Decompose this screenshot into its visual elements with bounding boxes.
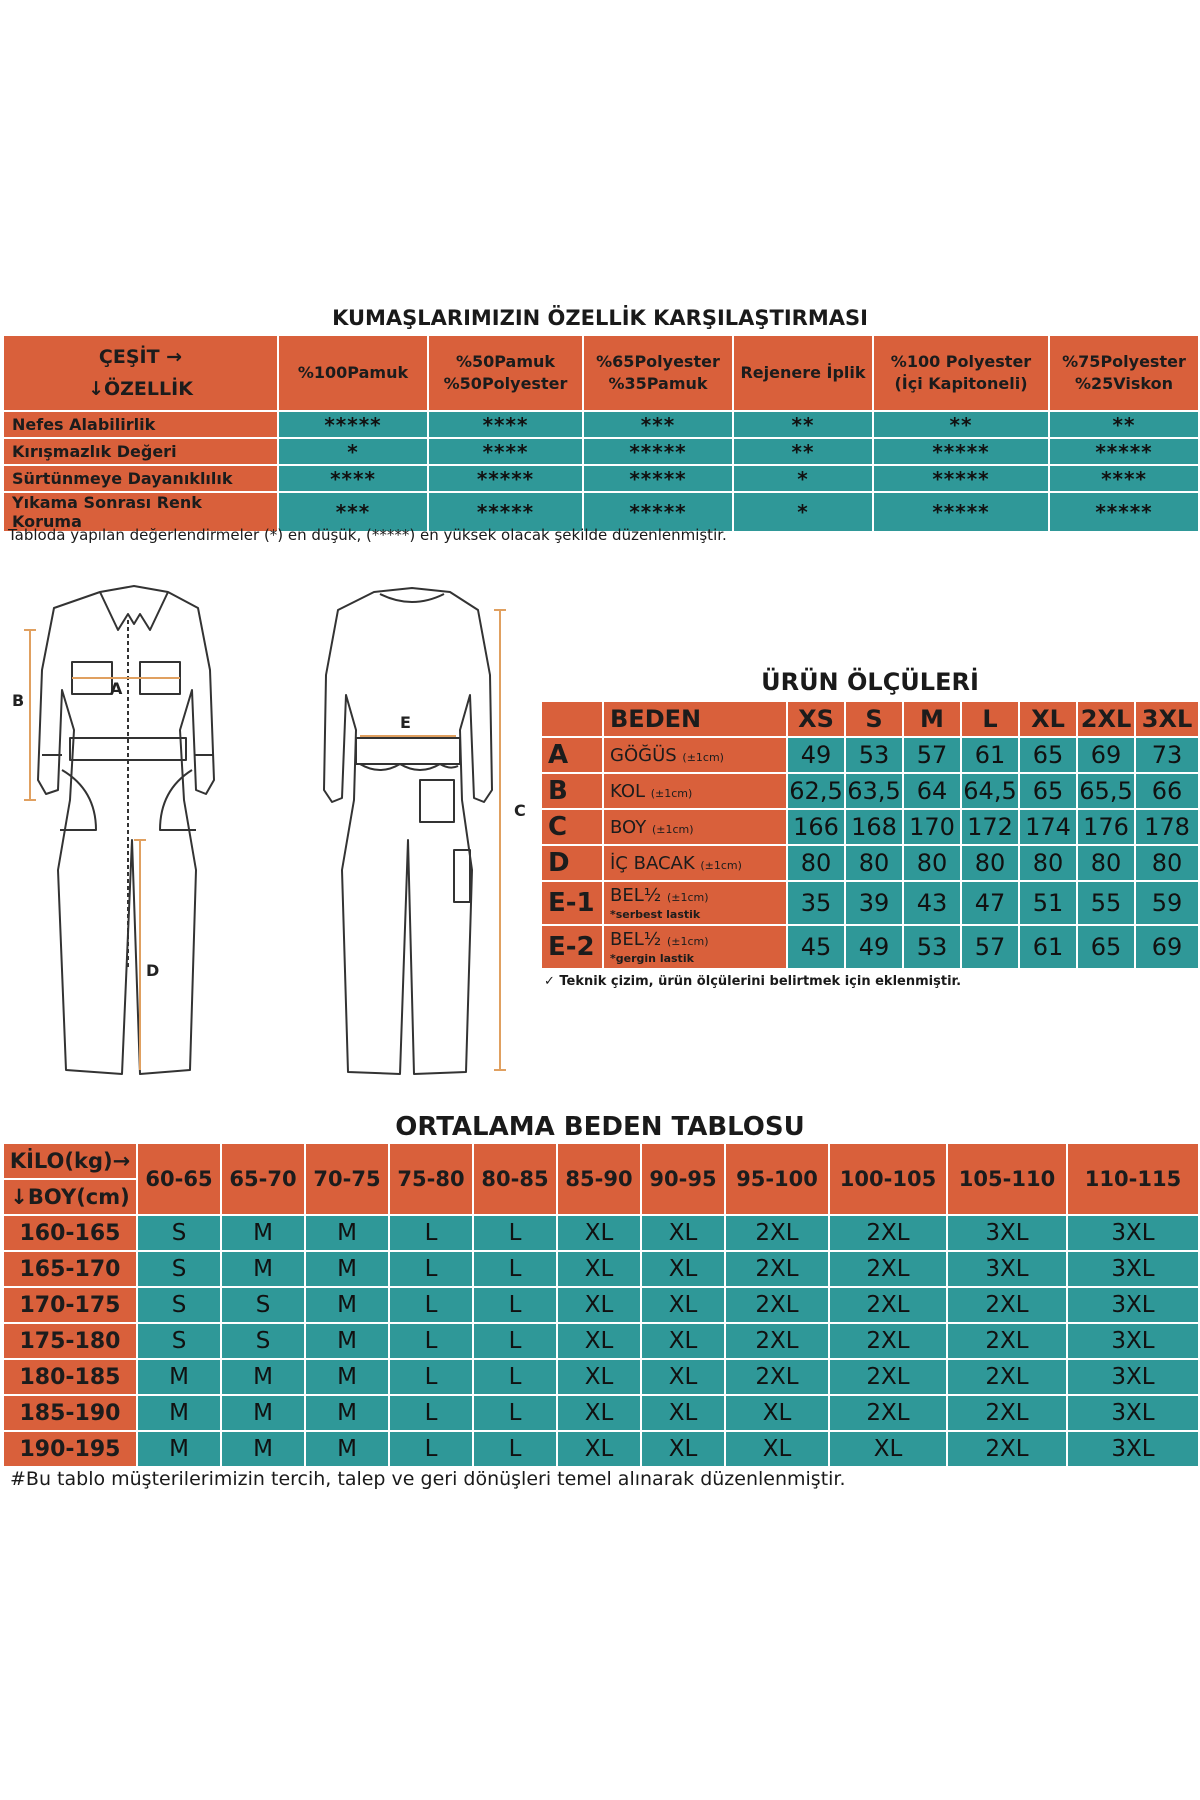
- measurement-row: E-1 BEL½ (±1cm) *serbest lastik 35 39 43 47 51 55 59: [541, 881, 1199, 925]
- product-measurements-table: [540, 700, 1200, 970]
- weight-header: 85-90: [557, 1143, 641, 1215]
- size-header: XL: [1019, 701, 1077, 737]
- weight-axis-label: KİLO(kg)→: [3, 1143, 137, 1179]
- measurements-header-row: [541, 701, 1199, 737]
- fabric-col-header: Rejenere İplik: [733, 335, 873, 411]
- measurement-row: B KOL (±1cm) 62,5 63,5 64 64,5 65 65,5 66: [541, 773, 1199, 809]
- fabric-col-header: %65Polyester %35Pamuk: [583, 335, 733, 411]
- label-c: C: [514, 801, 526, 820]
- size-header: L: [961, 701, 1019, 737]
- measurement-row: E-2 BEL½ (±1cm) *gergin lastik 45 49 53 57 61 65 69: [541, 925, 1199, 969]
- size-header-label: BEDEN: [603, 701, 787, 737]
- size-chart-row: 160-165 S M M L L XL XL 2XL 2XL 3XL 3XL: [3, 1215, 1199, 1251]
- weight-header: 80-85: [473, 1143, 557, 1215]
- weight-header: 110-115: [1067, 1143, 1199, 1215]
- measurement-row: C BOY (±1cm) 166 168 170 172 174 176 178: [541, 809, 1199, 845]
- fabric-comparison-table: [2, 334, 1200, 533]
- size-header: 2XL: [1077, 701, 1135, 737]
- label-a: A: [110, 679, 123, 698]
- label-e: E: [400, 713, 411, 732]
- weight-header: 75-80: [389, 1143, 473, 1215]
- weight-header: 95-100: [725, 1143, 829, 1215]
- fabric-corner-header: [3, 335, 278, 411]
- size-header: S: [845, 701, 903, 737]
- measurement-row: A GÖĞÜS (±1cm) 49 53 57 61 65 69 73: [541, 737, 1199, 773]
- measurements-note: ✓ Teknik çizim, ürün ölçülerini belirtmek için eklenmiştir.: [544, 974, 962, 989]
- size-header: M: [903, 701, 961, 737]
- measurement-row: D İÇ BACAK (±1cm) 80 80 80 80 80 80 80: [541, 845, 1199, 881]
- fabric-note: Tabloda yapılan değerlendirmeler (*) en düşük, (*****) en yüksek olacak şekilde düzenlenmiştir.: [8, 526, 727, 544]
- fabric-col-header: %100Pamuk: [278, 335, 428, 411]
- weight-header: 70-75: [305, 1143, 389, 1215]
- size-chart-note: #Bu tablo müşterilerimizin tercih, talep ve geri dönüşleri temel alınarak düzenlenmiştir.: [10, 1468, 846, 1490]
- fabric-title: KUMAŞLARIMIZIN ÖZELLİK KARŞILAŞTIRMASI: [332, 306, 868, 330]
- measurements-title: ÜRÜN ÖLÇÜLERİ: [761, 668, 979, 696]
- weight-header: 90-95: [641, 1143, 725, 1215]
- size-chart-row: 180-185 M M M L L XL XL 2XL 2XL 2XL 3XL: [3, 1359, 1199, 1395]
- size-header: XS: [787, 701, 845, 737]
- fabric-col-header: %50Pamuk %50Polyester: [428, 335, 583, 411]
- fabric-row: Sürtünmeye Dayanıklılık **** ***** ***** * ***** ****: [3, 465, 1199, 492]
- fabric-row: Nefes Alabilirlik ***** **** *** ** ** **: [3, 411, 1199, 438]
- label-b: B: [12, 691, 25, 710]
- fabric-row: Yıkama Sonrası Renk Koruma *** ***** ***** * ***** *****: [3, 492, 1199, 532]
- size-chart-row: 175-180 S S M L L XL XL 2XL 2XL 2XL 3XL: [3, 1323, 1199, 1359]
- fabric-col-header: %75Polyester %25Viskon: [1049, 335, 1199, 411]
- weight-header: 60-65: [137, 1143, 221, 1215]
- size-chart-table: [2, 1142, 1200, 1468]
- size-chart-row: 165-170 S M M L L XL XL 2XL 2XL 3XL 3XL: [3, 1251, 1199, 1287]
- corner-feature-label: ↓ÖZELLİK: [88, 378, 193, 400]
- coverall-technical-drawing: [0, 580, 540, 1090]
- size-chart-row: 170-175 S S M L L XL XL 2XL 2XL 2XL 3XL: [3, 1287, 1199, 1323]
- size-chart-row: 190-195 M M M L L XL XL XL XL 2XL 3XL: [3, 1431, 1199, 1467]
- fabric-row: Kırışmazlık Değeri * **** ***** ** ***** *****: [3, 438, 1199, 465]
- weight-header: 105-110: [947, 1143, 1067, 1215]
- corner-type-label: ÇEŞİT →: [98, 346, 183, 368]
- size-chart-row: 185-190 M M M L L XL XL XL 2XL 2XL 3XL: [3, 1395, 1199, 1431]
- weight-header: 65-70: [221, 1143, 305, 1215]
- back-coverall-outline: [324, 588, 492, 1074]
- size-chart-title: ORTALAMA BEDEN TABLOSU: [395, 1112, 805, 1142]
- fabric-col-header: %100 Polyester (İçi Kapitoneli): [873, 335, 1049, 411]
- size-header: 3XL: [1135, 701, 1199, 737]
- weight-header: 100-105: [829, 1143, 947, 1215]
- label-d: D: [146, 961, 160, 980]
- height-axis-label: ↓BOY(cm): [3, 1179, 137, 1215]
